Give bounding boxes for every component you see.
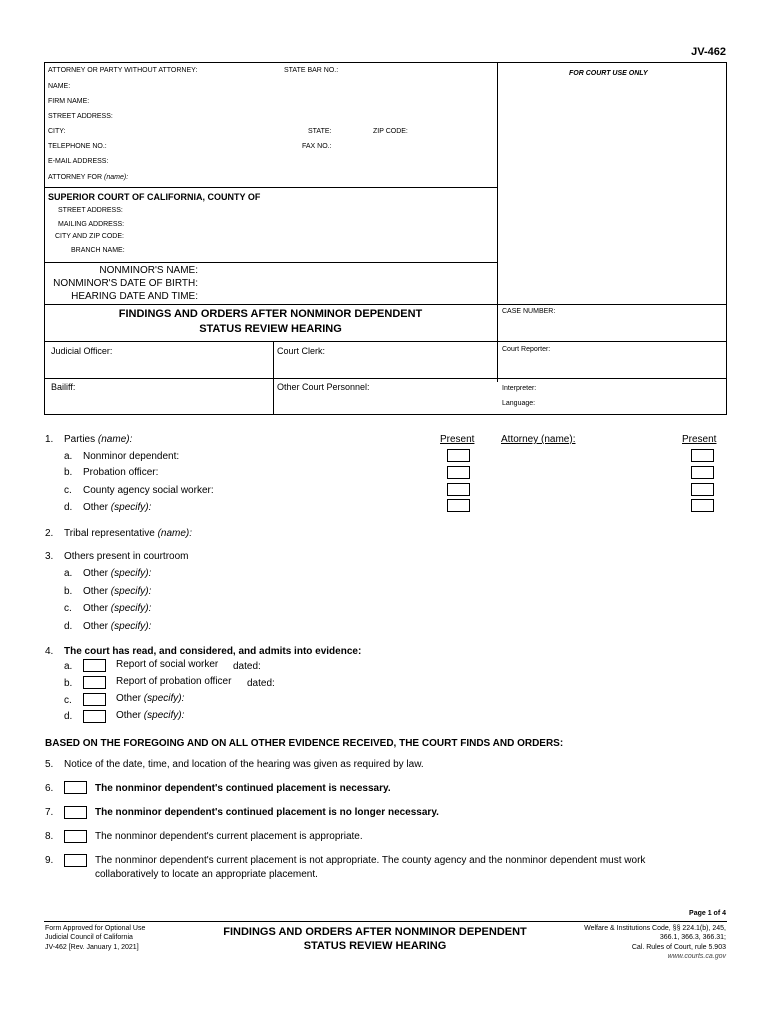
court-street-label: STREET ADDRESS: bbox=[58, 207, 123, 214]
court-reporter-label: Court Reporter: bbox=[502, 346, 551, 353]
others-b-label: Other (specify): bbox=[83, 586, 152, 597]
evidence-a-dated: dated: bbox=[233, 661, 261, 672]
city-label: CITY: bbox=[48, 128, 66, 135]
interpreter-label: Interpreter: bbox=[502, 385, 537, 392]
party-a-label: Nonminor dependent: bbox=[83, 451, 180, 462]
party-a-letter: a. bbox=[64, 451, 73, 462]
email-label: E-MAIL ADDRESS: bbox=[48, 158, 109, 165]
others-a-letter: a. bbox=[64, 568, 73, 579]
form-title-line2: STATUS REVIEW HEARING bbox=[199, 323, 342, 335]
bailiff-label: Bailiff: bbox=[51, 382, 76, 392]
footer-title-line1: FINDINGS AND ORDERS AFTER NONMINOR DEPENDENT bbox=[223, 926, 527, 938]
present-header: Present bbox=[440, 434, 475, 445]
item-6-number: 6. bbox=[45, 783, 54, 794]
language-label: Language: bbox=[502, 400, 536, 407]
item-5-number: 5. bbox=[45, 759, 54, 770]
court-clerk-label: Court Clerk: bbox=[277, 346, 326, 356]
form-id: JV-462 bbox=[691, 46, 726, 58]
evidence-d-letter: d. bbox=[64, 711, 73, 722]
evidence-d-checkbox[interactable] bbox=[83, 710, 106, 723]
form-title-line1: FINDINGS AND ORDERS AFTER NONMINOR DEPENDENT bbox=[118, 308, 423, 320]
item-7-number: 7. bbox=[45, 807, 54, 818]
party-c-letter: c. bbox=[64, 485, 72, 496]
court-title: SUPERIOR COURT OF CALIFORNIA, COUNTY OF bbox=[48, 192, 261, 202]
other-personnel-label: Other Court Personnel: bbox=[277, 382, 370, 392]
footer-approved-line2: Judicial Council of California bbox=[45, 934, 133, 941]
evidence-b-letter: b. bbox=[64, 678, 73, 689]
evidence-b-label: Report of probation officer bbox=[116, 676, 232, 687]
judicial-officer-label: Judicial Officer: bbox=[51, 346, 113, 356]
nonminor-name-label: NONMINOR'S NAME: bbox=[99, 265, 198, 276]
parties-label: Parties (name): bbox=[64, 434, 133, 445]
attorney-for-label: ATTORNEY FOR (name): bbox=[48, 174, 129, 181]
court-mailing-label: MAILING ADDRESS: bbox=[58, 221, 125, 228]
footer-ref-line3: Cal. Rules of Court, rule 5.903 bbox=[631, 944, 726, 951]
item-9-text-continued: collaboratively to locate an appropriate placement. bbox=[95, 869, 318, 880]
evidence-d-label: Other (specify): bbox=[116, 710, 185, 721]
item-9-text: The nonminor dependent's current placement is not appropriate. The county agency and the nonminor dependent must work bbox=[95, 855, 646, 866]
court-use-label: FOR COURT USE ONLY bbox=[569, 70, 648, 77]
evidence-c-letter: c. bbox=[64, 695, 72, 706]
item-7-checkbox[interactable] bbox=[64, 806, 87, 819]
attorney-b-present-checkbox[interactable] bbox=[691, 466, 714, 479]
evidence-a-letter: a. bbox=[64, 661, 73, 672]
item-2-number: 2. bbox=[45, 528, 54, 539]
footer-approved-line1: Form Approved for Optional Use bbox=[45, 925, 146, 932]
evidence-c-checkbox[interactable] bbox=[83, 693, 106, 706]
party-c-label: County agency social worker: bbox=[83, 485, 214, 496]
party-d-label: Other (specify): bbox=[83, 502, 152, 513]
others-d-letter: d. bbox=[64, 621, 73, 632]
footer-rule bbox=[44, 921, 727, 922]
nonminor-dob-label: NONMINOR'S DATE OF BIRTH: bbox=[53, 278, 198, 289]
others-c-letter: c. bbox=[64, 603, 72, 614]
attorney-c-present-checkbox[interactable] bbox=[691, 483, 714, 496]
item-8-number: 8. bbox=[45, 831, 54, 842]
attorney-d-present-checkbox[interactable] bbox=[691, 499, 714, 512]
item-1-number: 1. bbox=[45, 434, 54, 445]
telephone-label: TELEPHONE NO.: bbox=[48, 143, 107, 150]
caption-frame bbox=[44, 62, 727, 415]
party-d-letter: d. bbox=[64, 502, 73, 513]
footer-ref-line2: 366.1, 366.3, 366.31; bbox=[659, 934, 726, 941]
item-5-text: Notice of the date, time, and location of the hearing was given as required by law. bbox=[64, 759, 424, 770]
caption-divider bbox=[497, 62, 498, 382]
item-8-checkbox[interactable] bbox=[64, 830, 87, 843]
party-b-letter: b. bbox=[64, 467, 73, 478]
item-8-text: The nonminor dependent's current placement is appropriate. bbox=[95, 831, 363, 842]
footer-website-link[interactable]: www.courts.ca.gov bbox=[667, 953, 726, 960]
evidence-a-label: Report of social worker bbox=[116, 659, 219, 670]
evidence-label: The court has read, and considered, and admits into evidence: bbox=[64, 646, 362, 657]
others-d-label: Other (specify): bbox=[83, 621, 152, 632]
item-9-number: 9. bbox=[45, 855, 54, 866]
attorney-label: ATTORNEY OR PARTY WITHOUT ATTORNEY: bbox=[48, 67, 198, 74]
state-label: STATE: bbox=[308, 128, 332, 135]
evidence-b-dated: dated: bbox=[247, 678, 275, 689]
case-number-label: CASE NUMBER: bbox=[502, 308, 556, 315]
evidence-b-checkbox[interactable] bbox=[83, 676, 106, 689]
others-present-label: Others present in courtroom bbox=[64, 551, 189, 562]
court-city-zip-label: CITY AND ZIP CODE: bbox=[55, 233, 124, 240]
state-bar-label: STATE BAR NO.: bbox=[284, 67, 339, 74]
item-9-checkbox[interactable] bbox=[64, 854, 87, 867]
evidence-c-label: Other (specify): bbox=[116, 693, 185, 704]
attorney-a-present-checkbox[interactable] bbox=[691, 449, 714, 462]
attorney-name-header: Attorney (name): bbox=[501, 434, 576, 445]
footer-form-revision: JV-462 [Rev. January 1, 2021] bbox=[45, 944, 139, 951]
item-7-text: The nonminor dependent's continued placement is no longer necessary. bbox=[95, 807, 439, 818]
item-4-number: 4. bbox=[45, 646, 54, 657]
others-c-label: Other (specify): bbox=[83, 603, 152, 614]
fax-label: FAX NO.: bbox=[302, 143, 332, 150]
item-6-text: The nonminor dependent's continued placement is necessary. bbox=[95, 783, 391, 794]
hearing-date-label: HEARING DATE AND TIME: bbox=[71, 291, 198, 302]
party-a-present-checkbox[interactable] bbox=[447, 449, 470, 462]
zip-label: ZIP CODE: bbox=[373, 128, 408, 135]
name-label: NAME: bbox=[48, 83, 71, 90]
party-b-label: Probation officer: bbox=[83, 467, 159, 478]
court-branch-label: BRANCH NAME: bbox=[71, 247, 125, 254]
party-d-present-checkbox[interactable] bbox=[447, 499, 470, 512]
item-6-checkbox[interactable] bbox=[64, 781, 87, 794]
others-a-label: Other (specify): bbox=[83, 568, 152, 579]
tribal-representative-label: Tribal representative (name): bbox=[64, 528, 193, 539]
item-3-number: 3. bbox=[45, 551, 54, 562]
evidence-a-checkbox[interactable] bbox=[83, 659, 106, 672]
attorney-present-header: Present bbox=[682, 434, 717, 445]
street-address-label: STREET ADDRESS: bbox=[48, 113, 113, 120]
others-b-letter: b. bbox=[64, 586, 73, 597]
findings-heading: BASED ON THE FOREGOING AND ON ALL OTHER EVIDENCE RECEIVED, THE COURT FINDS AND ORDERS: bbox=[45, 738, 564, 749]
page-number: Page 1 of 4 bbox=[689, 910, 726, 917]
party-c-present-checkbox[interactable] bbox=[447, 483, 470, 496]
firm-name-label: FIRM NAME: bbox=[48, 98, 90, 105]
footer-title-line2: STATUS REVIEW HEARING bbox=[303, 940, 447, 952]
party-b-present-checkbox[interactable] bbox=[447, 466, 470, 479]
footer-ref-line1: Welfare & Institutions Code, §§ 224.1(b), 245, bbox=[584, 925, 726, 932]
